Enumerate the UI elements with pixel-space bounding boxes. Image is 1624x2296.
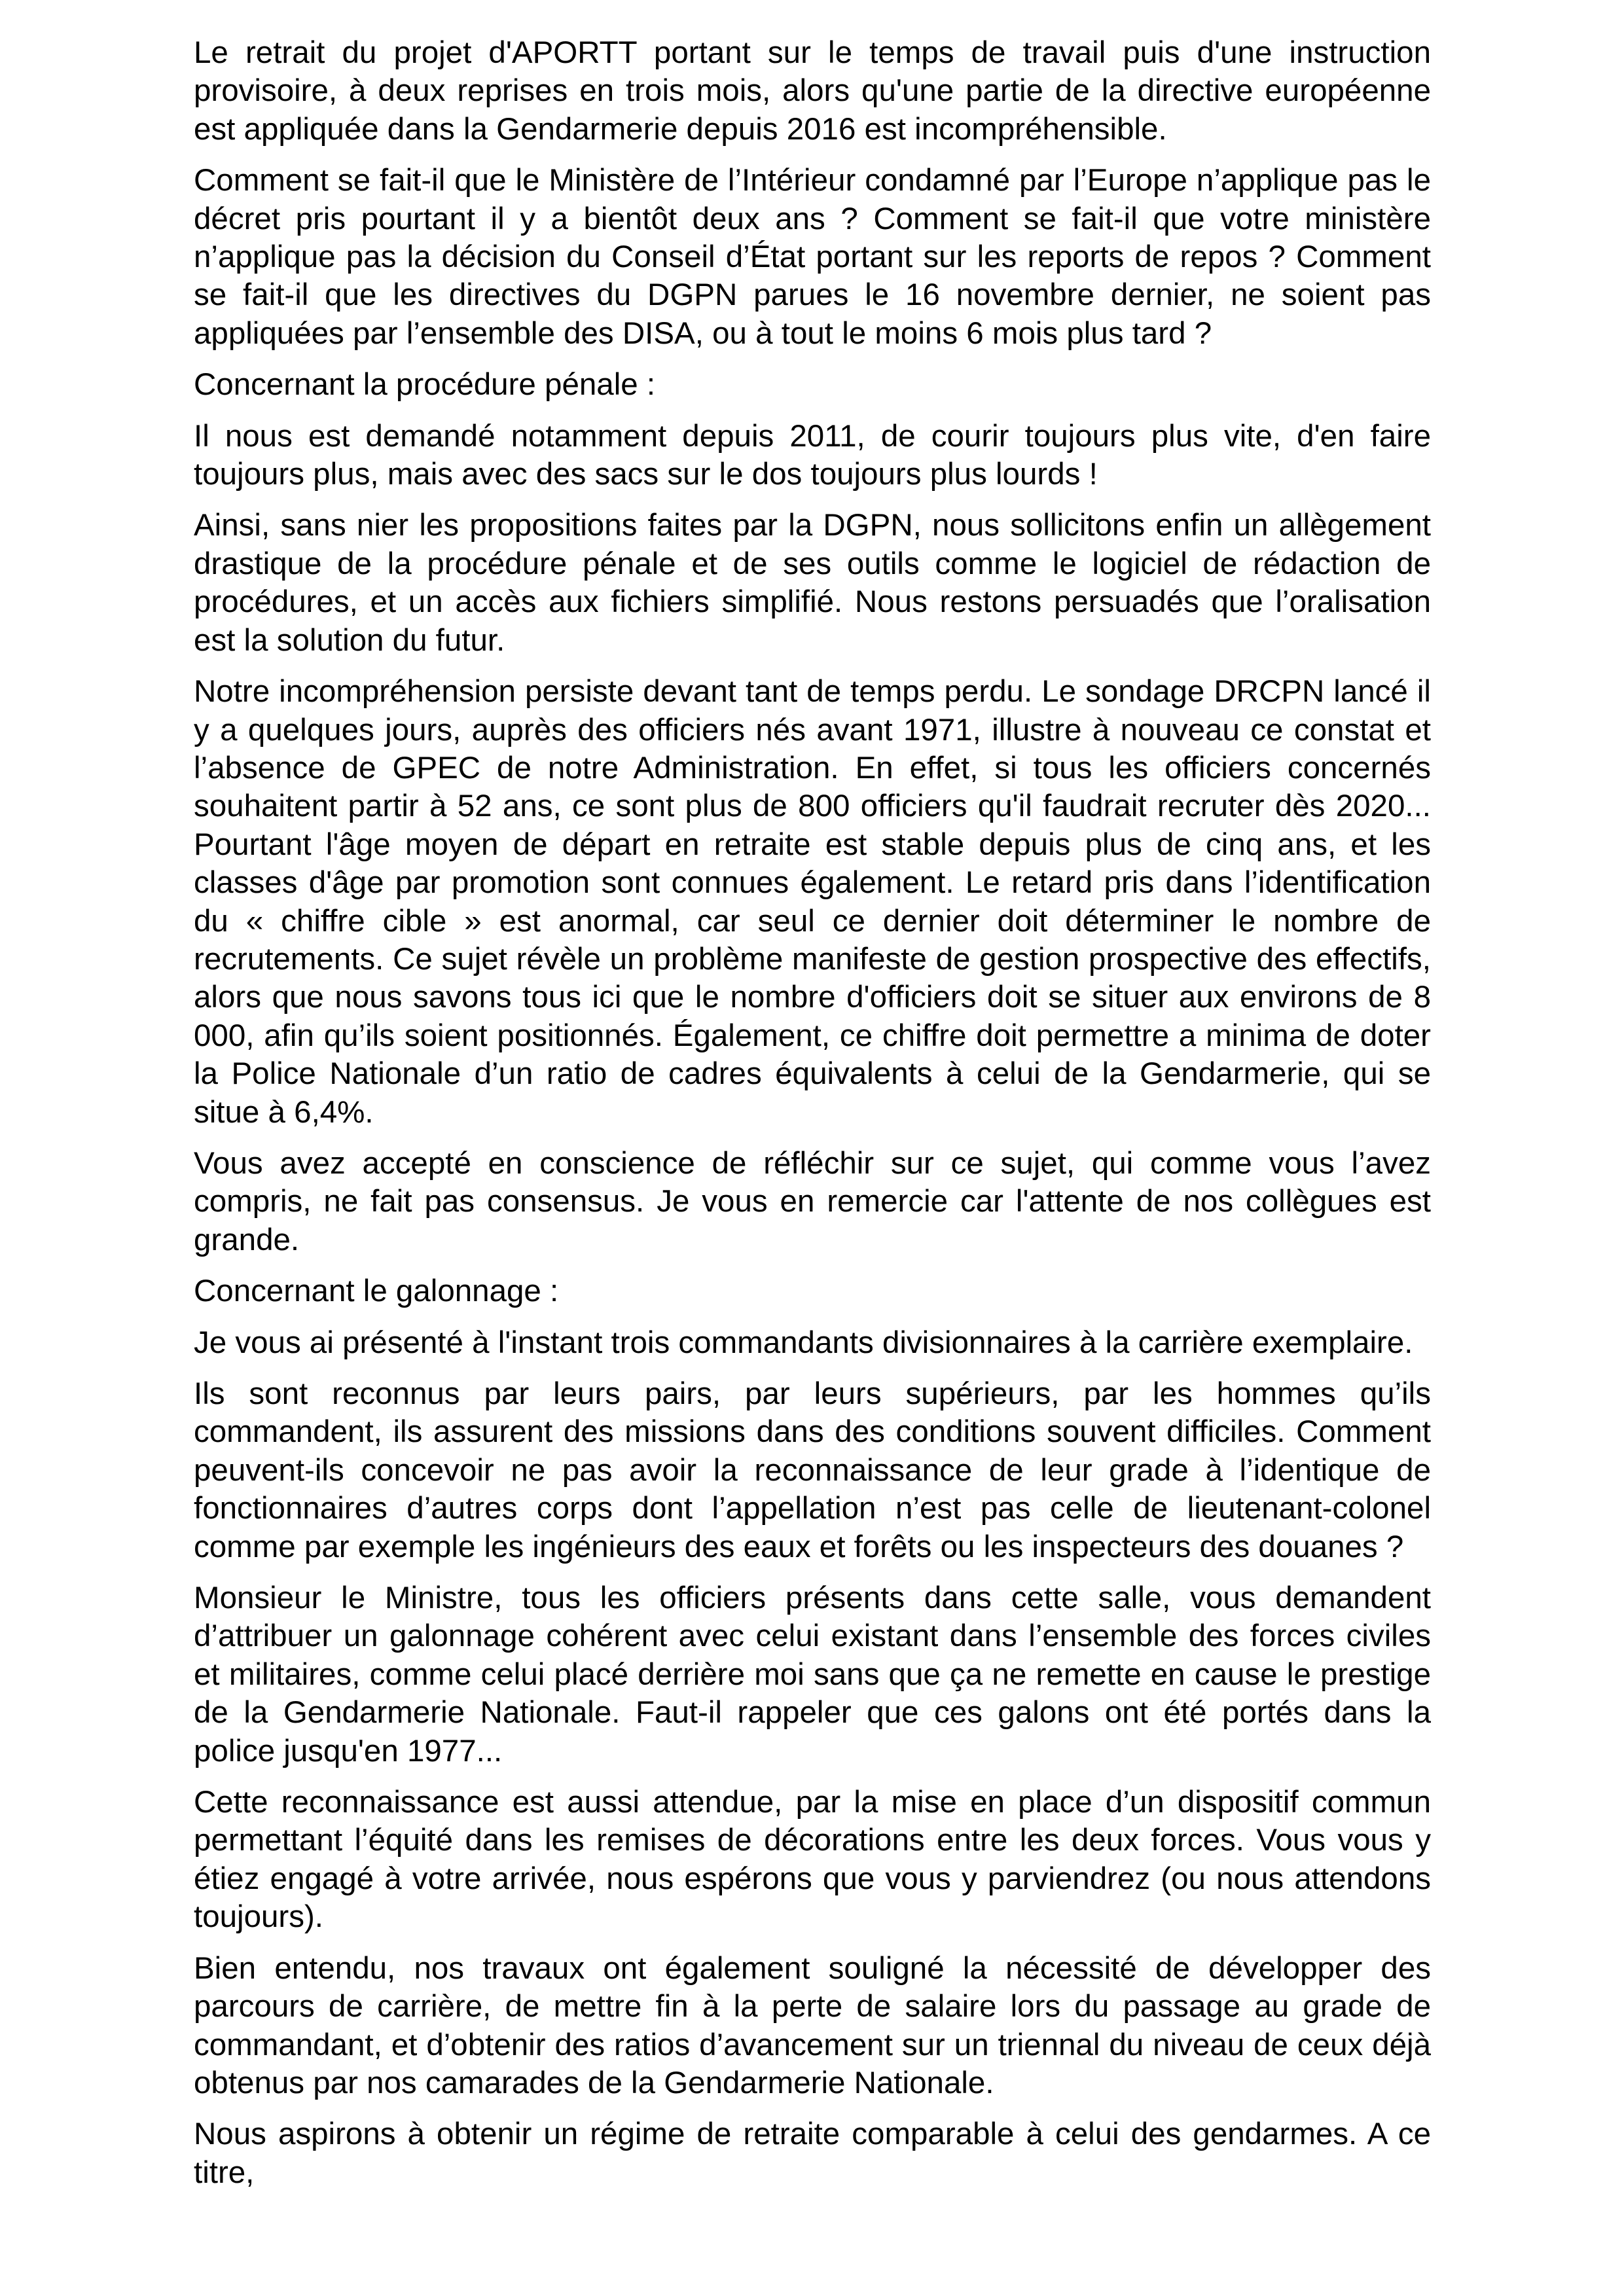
paragraph-procedure-simplification: Ainsi, sans nier les propositions faites par la DGPN, nous sollicitons enfin un allègement drastique de la procédure pénale et de ses outils comme le logiciel de rédaction de procédures, et un accès aux fichiers simplifié. Nous restons persuadés que l’oralisation est la solution du futur. (194, 508, 1431, 658)
paragraph-recruitment-survey: Notre incompréhension persiste devant tant de temps perdu. Le sondage DRCPN lancé il y a quelques jours, auprès des officiers nés avant 1971, illustre à nouveau ce constat et l’absence de GPEC de notre Administration. En effet, si tous les officiers concernés souhaitent partir à 52 ans, ce sont plus de 800 officiers qu'il faudrait recruter dès 2020... Pourtant l'âge moyen de départ en retraite est stable depuis plus de cinq ans, et les classes d'âge par promotion sont connues également. Le retard pris dans l’identification du « chiffre cible » est anormal, car seul ce dernier doit déterminer le nombre de recrutements. Ce sujet révèle un problème manifeste de gestion prospective des effectifs, alors que nous savons tous ici que le nombre d'officiers doit se situer aux environs de 8 000, afin qu’ils soient positionnés. Également, ce chiffre doit permettre a minima de doter la Police Nationale d’un ratio de cadres équivalents à celui de la Gendarmerie, qui se situe à 6,4%. (194, 674, 1431, 1130)
paragraph-minister-request: Monsieur le Ministre, tous les officiers présents dans cette salle, vous demandent d’attribuer un galonnage cohérent avec celui existant dans l’ensemble des forces civiles et militaires, comme celui placé derrière moi sans que ça ne remette en cause le prestige de la Gendarmerie Nationale. Faut-il rappeler que ces galons ont été portés dans la police jusqu'en 1977... (194, 1581, 1431, 1768)
paragraph-acknowledgement: Vous avez accepté en conscience de réfléchir sur ce sujet, qui comme vous l’avez compris, ne fait pas consensus. Je vous en remercie car l'attente de nos collègues est grande. (194, 1145, 1431, 1257)
paragraph-commanders-presented: Je vous ai présenté à l'instant trois commandants divisionnaires à la carrière exemplaire. (194, 1325, 1413, 1360)
section-heading-criminal-procedure: Concernant la procédure pénale : (194, 367, 656, 403)
section-heading-galonnage: Concernant le galonnage : (194, 1274, 559, 1309)
paragraph-rank-recognition: Ils sont reconnus par leurs pairs, par leurs supérieurs, par les hommes qu’ils commandent, ils assurent des missions dans des conditions souvent difficiles. Comment peuvent-ils concevoir ne pas avoir la reconnaissance de leur grade à l’identique de fonctionnaires d’autres corps dont l’appellation n’est pas celle de lieutenant-colonel comme par exemple les ingénieurs des eaux et forêts ou les inspecteurs des douanes ? (194, 1376, 1431, 1564)
paragraph-decorations-equity: Cette reconnaissance est aussi attendue, par la mise en place d’un dispositif commun permettant l’équité dans les remises de décorations entre les deux forces. Vous vous y étiez engagé à votre arrivée, nous espérons que vous y parviendrez (ou nous attendons toujours). (194, 1785, 1431, 1935)
paragraph-workload: Il nous est demandé notamment depuis 2011, de courir toujours plus vite, d'en faire toujours plus, mais avec des sacs sur le dos toujours plus lourds ! (194, 418, 1431, 492)
paragraph-career-paths: Bien entendu, nos travaux ont également souligné la nécessité de développer des parcours de carrière, de mettre fin à la perte de salaire lors du passage au grade de commandant, et d’obtenir des ratios d’avancement sur un triennal du niveau de ceux déjà obtenus par nos camarades de la Gendarmerie Nationale. (194, 1950, 1431, 2100)
paragraph-aportt-withdrawal: Le retrait du projet d'APORTT portant sur le temps de travail puis d'une instruction provisoire, à deux reprises en trois mois, alors qu'une partie de la directive européenne est appliquée dans la Gendarmerie depuis 2016 est incompréhensible. (194, 35, 1431, 147)
paragraph-ministry-questions: Comment se fait-il que le Ministère de l’Intérieur condamné par l’Europe n’applique pas le décret pris pourtant il y a bientôt deux ans ? Comment se fait-il que votre ministère n’applique pas la décision du Conseil d’État portant sur les reports de repos ? Comment se fait-il que les directives du DGPN parues le 16 novembre dernier, ne soient pas appliquées par l’ensemble des DISA, ou à tout le moins 6 mois plus tard ? (194, 163, 1431, 351)
body-text (194, 34, 1431, 2205)
paragraph-retirement-regime: Nous aspirons à obtenir un régime de retraite comparable à celui des gendarmes. A ce titre, (194, 2117, 1431, 2190)
